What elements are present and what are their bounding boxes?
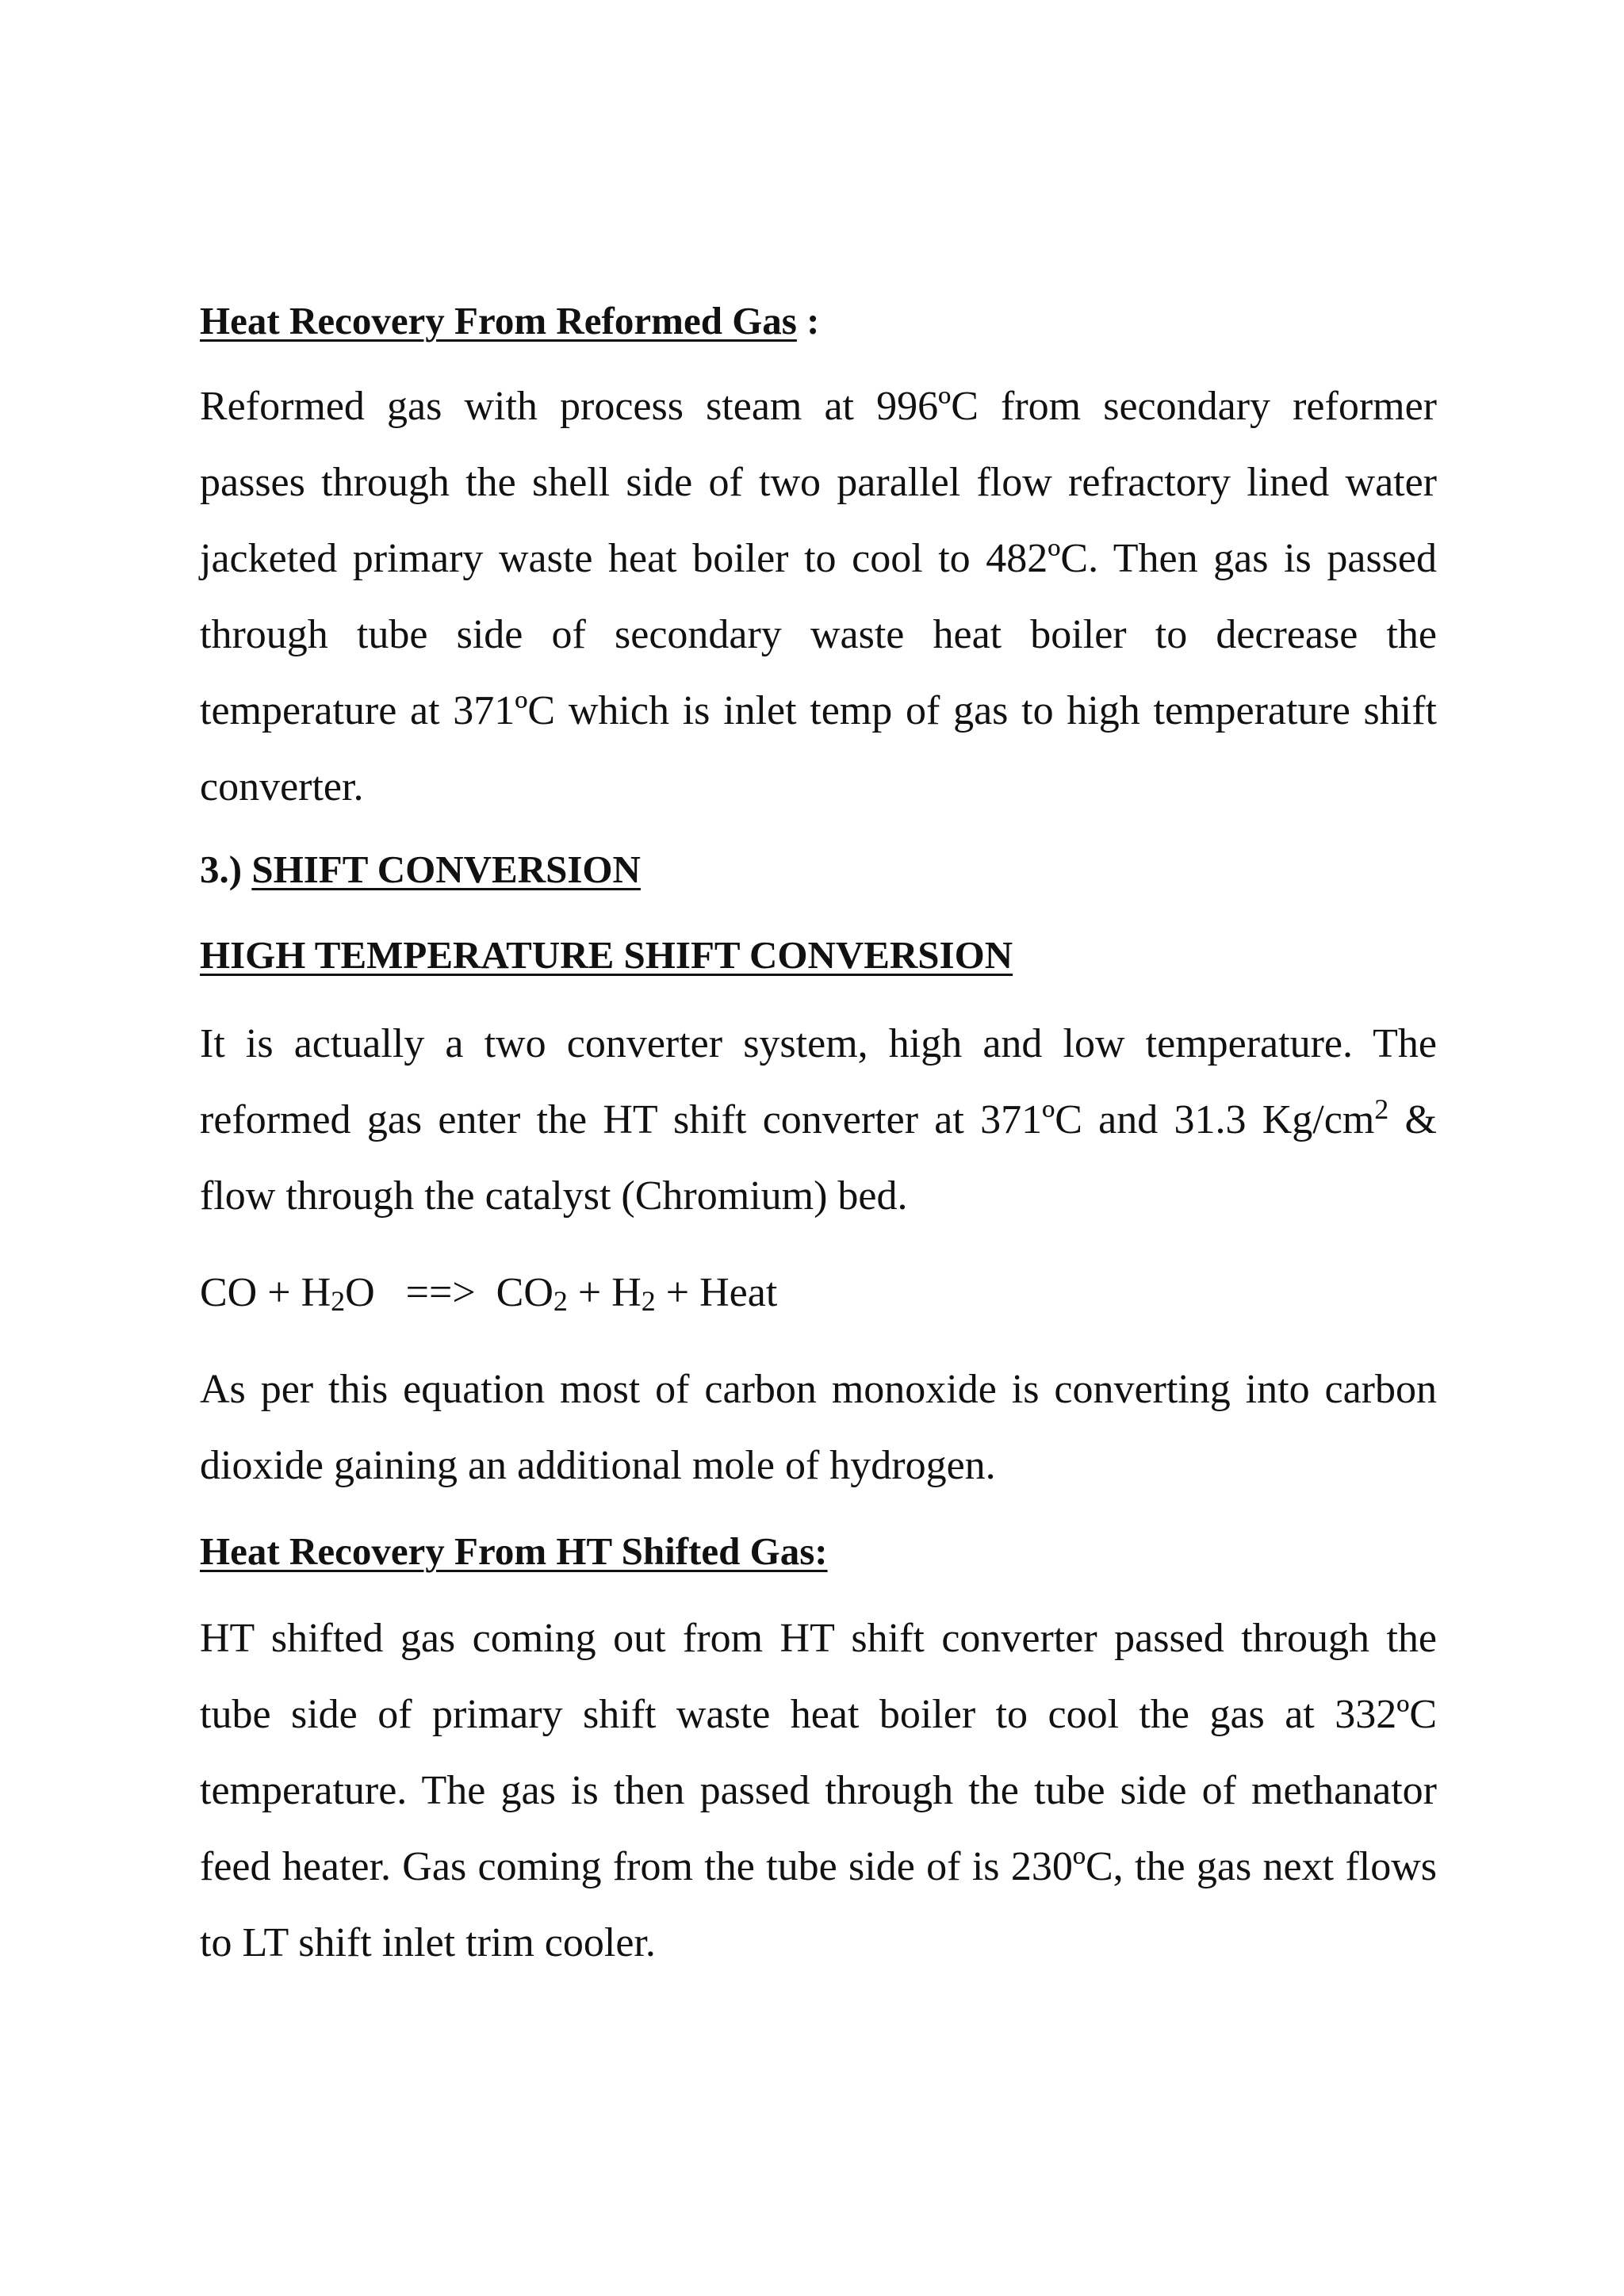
paragraph-reformed-gas: Reformed gas with process steam at 996ºC from secondary reformer passes through the shell side of two parallel flow refractory lined water jacketed primary waste heat boiler to cool to 482ºC. Then gas is passed through tube side of secondary waste heat boiler to decrease the temperature at 371ºC which is inlet temp of gas to high temperature shift converter. [200, 384, 1437, 809]
heading-heat-recovery-ht-shifted-gas [200, 1528, 1437, 1575]
heading-suffix: : [796, 299, 820, 342]
eq-h2-subscript: 2 [641, 1285, 656, 1317]
paragraph-end-text: & flow through the catalyst (Chromium) bed. [200, 1097, 1437, 1219]
eq-plus-h: + H [567, 1270, 642, 1315]
paragraph-main-text: It is actually a two converter system, high and low temperature. The reformed gas enter the HT shift converter at 371ºC and 31.3 Kg/cm [200, 1021, 1437, 1142]
heading-text: Heat Recovery From HT Shifted Gas: [200, 1529, 828, 1573]
eq-co-plus-h: CO + H [200, 1270, 331, 1315]
section-title-text: SHIFT CONVERSION [251, 848, 641, 891]
eq-h2o-subscript: 2 [331, 1285, 346, 1317]
eq-heat: + Heat [655, 1270, 778, 1315]
superscript-2: 2 [1374, 1093, 1389, 1125]
document-page [200, 297, 1437, 1981]
subtitle-high-temperature-shift [200, 932, 1437, 979]
section-number: 3.) [200, 848, 252, 891]
eq-o-arrow-co: O ==> CO [345, 1270, 553, 1315]
heading-heat-recovery-reformed-gas [200, 297, 1437, 345]
heading-text: Heat Recovery From Reformed Gas [200, 299, 797, 342]
paragraph-two-converter-system [200, 1006, 1437, 1234]
eq-co2-subscript: 2 [553, 1285, 568, 1317]
section-title-shift-conversion [200, 846, 1437, 894]
subtitle-text: HIGH TEMPERATURE SHIFT CONVERSION [200, 933, 1013, 977]
chemical-equation [200, 1255, 1437, 1331]
paragraph-equation-explanation: As per this equation most of carbon monoxide is converting into carbon dioxide gaining an additional mole of hydrogen. [200, 1367, 1437, 1488]
paragraph-ht-shifted-gas: HT shifted gas coming out from HT shift converter passed through the tube side of primary shift waste heat boiler to cool the gas at 332ºC temperature. The gas is then passed through the tube side of methanator feed heater. Gas coming from the tube side of is 230ºC, the gas next flows to LT shift inlet trim cooler. [200, 1616, 1437, 1965]
